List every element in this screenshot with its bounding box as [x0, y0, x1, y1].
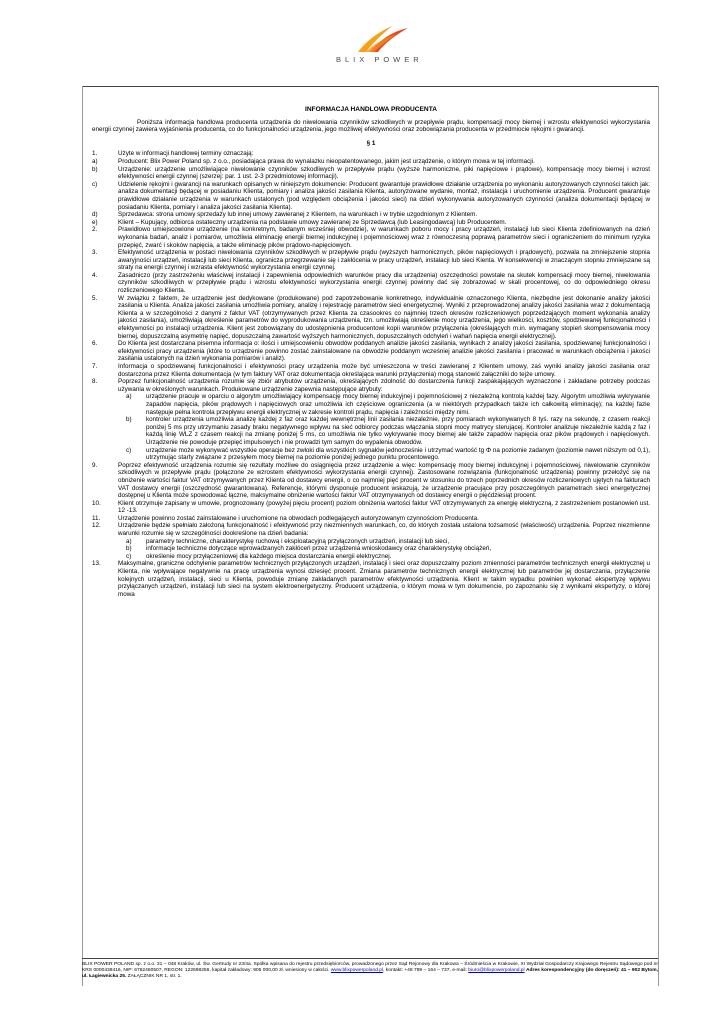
clause-item-text: Udzielenie rękojmi i gwarancji na warunkach opisanych w niniejszym dokumencie: Producent gwarantuje prawidłowe działanie urządzenia po wykonaniu autoryzowanych czynności takich jak: analiza dokumentacji będącej w posiadaniu Klienta, pomiary i analiza jakości zasilania Klienta, autoryzowane wydanie, montaż, instalacja i uruchomienie urządzenia. Producent gwarantuje prawidłowe działanie urządzenia w warunkach ustalonych (pod względem obciążenia i jakości sieci) na dzień wykonywania autoryzowanych czynności (analiza dokumentacji będącej w posiadaniu Klienta, pomiary i analiza jakości zasilania Klienta).: [118, 180, 650, 211]
intro-paragraph: Poniższa informacja handlowa producenta urządzenia do niwelowania czynników szkodliwych w przepływie prądu, kompensacji mocy biernej i wzrostu efektywności wykorzystania energii czynnej zawiera wyjaśnienia producenta, co do funkcjonalności urządzenia, jego możliwej efektywności oraz zobowiązania producenta w przedmiocie rękojmi i gwarancji.: [92, 118, 650, 134]
clause-subitem-text: urządzenie pracuje w oparciu o algorytm umożliwiający kompensację mocy biernej indukcyjnej i pojemnościowej z niezależną kontrolą każdej fazy. Algorytm umożliwia wykrywanie zapadów napięcia, pików prądowych i napięciowych oraz umożliwia ich częściowe ograniczenia (a w niektórych przypadkach także ich całkowitą eliminację); na każdej fazie następuje pełna kontrola przepływu energii elektrycznej w zakresie kontroli prądu, napięcia i zależności między nimi.: [146, 393, 650, 416]
clause-item-text: Prawidłowo umiejscowione urządzenie (na konkretnym, badanym wcześniej obwodzie), w warunkach poboru mocy i pracy urządzeń, instalacji lub sieci Klienta zdefiniowanych na dzień wykonania badań, analiz i pomiarów, umożliwia eliminację energii biernej indukcyjnej i pojemnościowej wraz z równoczesną poprawą parametrów sieci i ograniczeniem do minimum ryzyka przepięć, zwarć i skoków napięcia, a także eliminację pików prądowo-napięciowych.: [118, 226, 650, 249]
clause-subitem-number: b): [126, 416, 132, 424]
clause-subitem: [118, 538, 650, 546]
clause-item-text: Sprzedawca: strona umowy sprzedaży lub innej umowy zawieranej z Klientem, na warunkach i w trybie uzgodnionym z Klientem.: [118, 211, 478, 219]
clause-12-sublist: [92, 538, 650, 561]
section-heading: § 1: [366, 139, 376, 147]
clause-item: [92, 158, 650, 166]
clause-item-number: 4.: [92, 271, 98, 279]
clause-item: [92, 522, 650, 537]
clause-subitem-number: b): [126, 545, 132, 553]
clause-item-number: 2.: [92, 226, 98, 234]
clause-item: [92, 515, 650, 523]
document-body: [92, 106, 650, 598]
header-rule: [82, 86, 658, 87]
clause-item-text: W związku z faktem, że urządzenie jest dedykowane (produkowane) pod zapotrzebowanie konkretnego, indywidualnie oznaczonego Klienta, niezbędne jest dokonanie analizy jakości zasilania u Klienta. Analiza jakości zasilania umożliwia pomiary, analizę i rejestrację parametrów sieci energetycznej. Wyniki z przeprowadzonej analizy jakości zasilania wraz z dokumentacją Klienta a w szczególności z danymi z faktur VAT (otrzymywanych przez Klienta za czasookres co najmniej trzech okresów rozliczeniowych poprzedzających moment wykonania analizy jakości zasilania), umożliwiają określenie parametrów do wyprodukowania urządzenia, tzn. umożliwiają określenie mocy urządzenia, jego wielkości, kosztów, spodziewanej funkcjonalności i efektywności po instalacji urządzenia. Klient jest zobowiązany do udostępnienia producentowi kopii warunków przyłączenia (określających m.in. wymagany stopień skompensowania mocy biernej, dopuszczalną asymetrię napięć, dopuszczalną zawartość wyższych harmonicznych, dopuszczalnych odchyleń i wahań napięcia energii elektrycznej).: [118, 294, 650, 340]
clause-item-text: Klient – Kupujący, odbiorca ostateczny urządzenia na podstawie umowy zawieranej ze Sprzedawcą (lub Leasingodawcą) lub Producentem.: [118, 218, 507, 226]
clause-item: [92, 211, 650, 219]
clause-subitem-number: a): [126, 393, 132, 401]
clause-item: [92, 181, 650, 211]
clause-item-number: 11.: [92, 514, 101, 522]
clause-item-number: 7.: [92, 363, 98, 370]
footer-phone: , kontakt: +48 789 – 164 – 737, e-mail:: [383, 968, 467, 974]
clause-item: [92, 219, 650, 227]
clause-item: [92, 295, 650, 341]
clause-item-text: Użyte w informacji handlowej terminy oznaczają:: [118, 150, 254, 158]
clause-subitem-text: kontroler urządzenia umożliwia analizę każdej z faz oraz każdej wewnętrznej linii zasilania niezależnie, przy pomiarach wykonywanych 8 tyś. razy na sekundę, z czasem reakcji poniżej 5 ms przy utrzymaniu zasady braku negatywnego wpływu na sieć odbiorcy podczas włączania stopni mocy matrycy sterującej. Kontroler analizuje niezależnie każdą z faz i każdą linię WLZ z czasem reakcji na zmianę poniżej 5 ms, co umożliwia nie tylko wykrywanie mocy biernej ale także zapadów napięcia oraz pików prądowych i napięciowych. Urządzenie nie powoduje przepięć impulsowych i nie prowadzi tym samym do wypalenia obwodów.: [146, 416, 650, 446]
clause-item: [92, 226, 650, 249]
clause-item: [92, 462, 650, 500]
clause-item-text: Urządzenie powinno zostać zainstalowane i uruchomione na obwodach podlegających autoryzowanym czynnościom Producenta.: [118, 514, 479, 522]
clause-item-text: Informacja o spodziewanej funkcjonalności i efektywności pracy urządzenia może być umieszczona w treści zawieranej z Klientem umowy, zaś wyniki analizy jakości zasilania oraz dostarczona przez Klienta dokumentacja (w tym faktury VAT oraz dokumentacja określająca warunki przyłączenia) mogą stanowić załączniki do tejże umowy.: [118, 363, 650, 378]
clause-8-sublist: [92, 393, 650, 461]
clause-item-text: Urządzenie: urządzenie umożliwiające niwelowanie czynników szkodliwych w przepływie prądu (wyższe harmoniczne, piki napięciowe i prądowe), kompensację mocy biernej i wzrost efektywności energii czynnej (szerzej: par. 1 ust. 2-3 przedmiotowej informacji).: [118, 165, 650, 181]
clause-subitem-number: c): [126, 552, 132, 560]
clause-item-text: Klient otrzymuje zapisany w umowie, prognozowany (powyżej pięciu procent) poziom obniżenia wartości faktur VAT otrzymywanych za energię elektryczną, z zastrzeżeniem postanowień ust. 12 -13.: [118, 499, 650, 515]
clause-subitem-text: urządzenie może wykonywać wszystkie operacje bez zwłoki dla wszystkich sygnałów jednocześnie i utrzymać wartość tg Φ na poziomie zadanym (poziomie nawet niższym od 0,1), utrzymując starty związane z przesyłem mocy biernej na poziomie poniżej jednego punktu procentowego.: [146, 446, 650, 462]
clause-item-text: Zasadniczo (przy zastrzeżeniu właściwej instalacji i zapewnienia odpowiednich warunków pracy dla urządzenia) oszczędności powstałe na skutek kompensacji mocy biernej, niwelowania czynników szkodliwych w przepływie prądu i wzrostu efektywności wykorzystania energii czynnej powinny dać się zobrazować w skali procentowej, co do odpowiedniego okresu rozliczeniowego Klienta.: [118, 271, 650, 295]
footer: [82, 962, 658, 981]
clause-item-number: a): [92, 157, 98, 165]
footer-rule: [82, 958, 658, 959]
clause-item-number: 3.: [92, 249, 98, 257]
clause-item-number: 12.: [92, 522, 101, 530]
clause-item: [92, 560, 650, 598]
frame-left: [82, 86, 83, 986]
clause-item-text: Do Klienta jest dostarczana pisemna informacja o: ilości i umiejscowieniu obwodów poddanych analizie jakości zasilania, wynikach z analizy jakości zasilania, spodziewanej funkcjonalności i efektywności pracy urządzenia (które to urządzenie powinno zostać zainstalowane na obwodzie poddanym wcześniej analizie jakości zasilania i pracować w warunkach obciążenia i jakości zasilania ustalonych na dzień wykonania pomiarów i analiz).: [118, 340, 650, 363]
clause-item-text: Poprzez efektywność urządzenia rozumie się rezultaty możliwe do osiągnięcia przez urządzenie a więc: kompensację mocy biernej indukcyjnej i pojemnościowej, niwelowanie czynników szkodliwych w przepływie prądu (połączone ze wzrostem efektywności wykorzystania energii czynnej). Zastosowane rozwiązania (funkcjonalność urządzenia) powinny przełożyć się na obniżenie wartości faktur VAT otrzymywanych przez Klienta od dostawcy energii, o co najmniej pięć procent w stosunku do trzech poprzednich okresów rozliczeniowych ujętych na fakturach VAT dostawcy energii (oszczędność gwarantowana). Referencje, którymi dysponuje producent wskazują, że urządzenie pracujące przy poszczególnych parametrach sieci energetycznej dostępnej u Klienta może spowodować łączne, maksymalne obniżenie wartości faktur VAT otrzymywanych od dostawcy energii o pięćdziesiąt procent.: [118, 461, 650, 500]
footer-attachment: ZAŁĄCZNIK NR 1, str. 1.: [127, 974, 182, 980]
clause-subitem-number: a): [126, 537, 132, 545]
clause-item-number: e): [92, 218, 98, 226]
clause-list-end: [92, 560, 650, 598]
clause-subitem: [118, 545, 650, 553]
clause-item: [92, 249, 650, 272]
clause-item-number: c): [92, 180, 98, 188]
frame-right: [658, 86, 659, 986]
footer-email-link[interactable]: biuro@blixpowerpoland.pl: [468, 968, 525, 974]
footer-address: Adres korespondencyjny (do doręczeń): 41 – 902 Bytom, ul. Łagiewnicka 25.: [82, 968, 659, 980]
footer-company-info: BLIX POWER POLAND sp. z o.o. 31 – 048 Kraków, ul. Św. Gertrudy nr 23/4a. Spółka wpisana do rejestru przedsiębiorców, prowadzonego przez Sąd Rejonowy dla Krakowa – Śródmieścia w Krakowie, XI Wydział Gospodarczy Krajowego Rejestru Sądowego pod nr KRS 0000438416, NIP: 6762460507, REGON: 122698256, kapitał zakładowy: 905 000,00 zł. wniesiony w całości.: [82, 962, 658, 974]
clause-item: [92, 166, 650, 181]
clause-item-number: 6.: [92, 340, 98, 348]
clause-item: [92, 500, 650, 515]
document-title: INFORMACJA HANDLOWA PRODUCENTA: [305, 106, 437, 113]
clause-subitem: [118, 393, 650, 416]
logo-text: BLIX POWER: [336, 55, 423, 64]
clause-subitem-text: parametry techniczne, charakterystykę ruchową i eksploatacyjną przyłączonych urządzeń, instalacji lub sieci,: [146, 537, 450, 545]
clause-subitem: [118, 553, 650, 561]
clause-subitem-number: c): [126, 446, 132, 454]
clause-item-number: b): [92, 165, 98, 173]
clause-item-number: d): [92, 211, 98, 219]
footer-website-link[interactable]: www.blixpowerpoland.pl: [330, 968, 384, 974]
clause-item-number: 8.: [92, 378, 98, 386]
clause-item-number: 5.: [92, 294, 98, 302]
clause-item-text: Producent: Blix Power Poland sp. z o.o., posiadająca prawa do wynalazku nieopatentowanego, jakim jest urządzenie, o którym mowa w tej informacji.: [118, 157, 535, 165]
clause-item: [92, 272, 650, 295]
clause-item-text: Maksymalne, graniczne odchylenie parametrów technicznych przyłączonych urządzeń, instalacji i sieci oraz dopuszczalny poziom zmienności parametrów technicznych energii elektrycznej u Klienta, nie wpływające negatywnie na pracę urządzenia wynosi dziesięć procent. Zmiana parametrów technicznych energii elektrycznej lub parametrów jej dostarczania, przyłączenie kolejnych urządzeń, instalacji, sieci u Klienta, powoduje zmianę zakładanych parametrów efektywności urządzenia. Klient w takim wypadku powinien wykonać ekspertyzę wpływu przyłączanych urządzeń, instalacji lub sieci na system elektroenergetyczny. Producent urządzenia, o którym mowa w tym dokumencie, po zapoznaniu się z wynikami ekspertyzy, o której mowa: [118, 560, 650, 598]
clause-subitem: [118, 447, 650, 462]
clause-list-continued: [92, 462, 650, 538]
clause-item-text: Urządzenie będzie spełniało założoną funkcjonalność i efektywność przy niezmiennych warunkach, co, do których została ustalona tożsamość (właściwość) urządzenia. Poprzez niezmienne warunki rozumie się w szczególności dookreślone na dzień badania:: [118, 522, 650, 538]
clause-item-text: Poprzez funkcjonalność urządzenia rozumie się zbiór atrybutów urządzenia, określających zdolność do dostarczenia funkcji zaspakajających wyznaczone i zakładane potrzeby podczas używania w określonych warunkach. Produkowane urządzenie zapewnia następujące atrybuty:: [118, 378, 650, 393]
clause-list: [92, 150, 650, 393]
clause-item: [92, 150, 650, 158]
clause-subitem-text: określenie mocy przyłączeniowej dla każdego miejsca dostarczania energii elektrycznej.: [146, 552, 392, 560]
clause-item-number: 10.: [92, 499, 101, 507]
clause-item: [92, 378, 650, 393]
clause-item-number: 1.: [92, 150, 98, 158]
clause-subitem: [118, 416, 650, 446]
blix-power-logo: [300, 22, 460, 68]
logo-swoosh-icon: [300, 22, 460, 56]
clause-subitem-text: informacje techniczne dotyczące wprowadzanych zakłóceń przez urządzenia wnioskodawcy oraz charakterystykę obciążeń,: [146, 545, 492, 553]
clause-item: [92, 340, 650, 363]
clause-item-number: 9.: [92, 461, 98, 469]
clause-item-text: Efektywność urządzenia w postaci niwelowania czynników szkodliwych w przepływie prądu (wyższych harmonicznych, pików napięciowych i prądowych), pozwala na zmniejszenie stopnia awaryjności urządzeń, instalacji lub sieci Klienta, ogranicza przegrzewanie się i zakłócenia w pracy urządzeń, instalacji lub sieci Kienta. W konsekwencji w znaczącym stopniu zmniejszane są straty na energii czynnej i wzrasta efektywność wykorzystania energii czynnej.: [118, 249, 650, 272]
clause-item-number: 13.: [92, 560, 101, 568]
clause-item: [92, 363, 650, 378]
